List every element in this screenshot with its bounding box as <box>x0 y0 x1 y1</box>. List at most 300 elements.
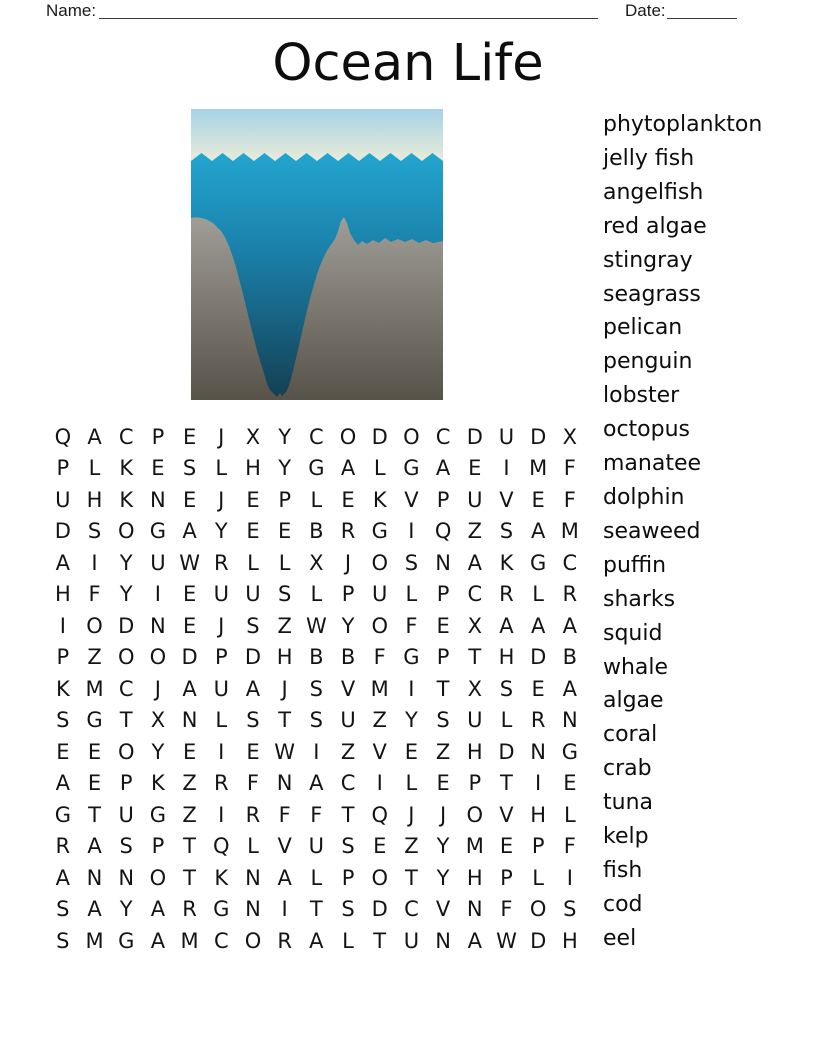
grid-cell: D <box>498 739 515 764</box>
grid-cell: T <box>436 676 450 701</box>
word-list-item: red algae <box>603 213 707 239</box>
grid-cell: U <box>150 550 166 575</box>
grid-cell: B <box>309 645 324 670</box>
grid-cell: G <box>118 928 135 953</box>
grid-cell: Y <box>214 519 228 544</box>
grid-cell: N <box>276 771 293 796</box>
grid-cell: A <box>87 897 102 922</box>
grid-cell: F <box>278 802 291 827</box>
grid-cell: L <box>500 708 513 733</box>
grid-cell: H <box>530 802 547 827</box>
grid-cell: M <box>465 834 484 859</box>
grid-cell: H <box>466 865 483 890</box>
grid-cell: G <box>86 708 103 733</box>
grid-cell: F <box>88 582 101 607</box>
grid-cell: T <box>88 802 101 827</box>
grid-cell: X <box>245 424 261 449</box>
grid-cell: S <box>119 834 133 859</box>
grid-cell: G <box>213 897 230 922</box>
grid-cell: U <box>118 802 134 827</box>
grid-cell: N <box>435 928 451 953</box>
word-list-item: seaweed <box>603 518 701 544</box>
grid-cell: S <box>436 708 450 733</box>
grid-cell: J <box>439 802 447 827</box>
grid-cell: U <box>467 708 483 733</box>
grid-cell: V <box>340 676 356 701</box>
grid-cell: P <box>500 865 513 890</box>
grid-cell: S <box>341 897 355 922</box>
grid-cell: W <box>274 739 296 764</box>
word-list-item: squid <box>603 620 663 646</box>
grid-cell: O <box>117 645 135 670</box>
grid-cell: K <box>499 550 514 575</box>
grid-cell: F <box>246 771 260 796</box>
grid-cell: M <box>560 519 579 544</box>
grid-cell: W <box>305 613 327 638</box>
grid-cell: E <box>246 739 260 764</box>
grid-cell: A <box>499 613 514 638</box>
grid-cell: Z <box>404 834 419 859</box>
grid-cell: Y <box>119 582 133 607</box>
grid-cell: U <box>245 582 261 607</box>
word-list-item: tuna <box>603 790 653 816</box>
grid-cell: F <box>310 802 323 827</box>
grid-cell: W <box>496 928 517 953</box>
word-list-item: fish <box>603 857 643 883</box>
grid-cell: T <box>278 708 292 733</box>
grid-cell: U <box>403 928 420 953</box>
grid-cell: V <box>435 897 451 922</box>
grid-cell: S <box>56 928 70 953</box>
grid-cell: E <box>531 487 545 512</box>
date-blank-line[interactable] <box>667 18 737 19</box>
grid-cell: A <box>467 928 482 953</box>
grid-cell: D <box>530 424 547 449</box>
grid-cell: C <box>340 771 356 796</box>
grid-cell: N <box>118 865 135 890</box>
grid-cell: F <box>405 613 418 638</box>
grid-cell: Z <box>277 613 292 638</box>
word-list-item: whale <box>603 654 669 680</box>
grid-cell: R <box>213 771 229 796</box>
word-list-item: crab <box>603 756 652 782</box>
grid-cell: A <box>562 613 578 638</box>
grid-cell: I <box>218 739 225 764</box>
word-list-item: eel <box>603 925 637 951</box>
grid-cell: A <box>182 519 197 544</box>
grid-cell: P <box>468 771 482 796</box>
grid-cell: C <box>467 582 483 607</box>
grid-cell: E <box>246 519 260 544</box>
grid-cell: A <box>562 676 578 701</box>
grid-cell: S <box>277 582 292 607</box>
grid-cell: S <box>404 550 419 575</box>
grid-cell: H <box>86 487 103 512</box>
grid-cell: E <box>182 739 197 764</box>
grid-cell: T <box>309 897 323 922</box>
grid-cell: R <box>213 550 229 575</box>
grid-cell: P <box>341 865 355 890</box>
grid-cell: L <box>342 928 354 953</box>
grid-cell: F <box>373 645 386 670</box>
grid-cell: M <box>529 456 548 481</box>
grid-cell: P <box>151 834 165 859</box>
grid-cell: N <box>150 487 166 512</box>
grid-cell: F <box>563 487 576 512</box>
grid-cell: L <box>532 582 544 607</box>
name-blank-line[interactable] <box>99 18 598 19</box>
grid-cell: E <box>87 739 102 764</box>
word-list-item: stingray <box>603 247 693 273</box>
grid-cell: L <box>278 550 291 575</box>
grid-cell: P <box>436 582 450 607</box>
grid-cell: A <box>277 865 292 890</box>
grid-cell: K <box>151 771 165 796</box>
grid-cell: G <box>403 645 420 670</box>
grid-cell: S <box>56 708 70 733</box>
grid-cell: C <box>404 897 419 922</box>
grid-cell: Y <box>278 456 292 481</box>
grid-cell: D <box>371 424 388 449</box>
grid-cell: K <box>119 487 134 512</box>
grid-cell: E <box>341 487 355 512</box>
grid-cell: O <box>117 739 135 764</box>
grid-cell: A <box>55 550 71 575</box>
grid-cell: Y <box>341 613 355 638</box>
grid-cell: D <box>54 519 71 544</box>
word-list-item: angelfish <box>603 179 704 205</box>
grid-cell: N <box>561 708 578 733</box>
grid-cell: G <box>530 550 547 575</box>
grid-cell: N <box>245 897 261 922</box>
grid-cell: H <box>498 645 515 670</box>
grid-cell: O <box>466 802 484 827</box>
grid-cell: V <box>372 739 387 764</box>
grid-cell: J <box>218 424 225 449</box>
grid-cell: L <box>247 834 259 859</box>
grid-cell: O <box>86 613 103 638</box>
grid-cell: S <box>341 834 355 859</box>
grid-cell: P <box>436 487 450 512</box>
grid-cell: X <box>150 708 166 733</box>
grid-cell: I <box>376 771 383 796</box>
grid-cell: O <box>529 897 547 922</box>
grid-cell: V <box>499 802 514 827</box>
grid-cell: Z <box>372 708 387 733</box>
grid-cell: P <box>151 424 165 449</box>
grid-cell: Z <box>182 771 197 796</box>
grid-cell: Q <box>371 802 388 827</box>
grid-cell: X <box>562 424 578 449</box>
word-list-item: penguin <box>603 349 693 375</box>
grid-cell: J <box>154 676 161 701</box>
grid-cell: S <box>246 613 260 638</box>
grid-cell: D <box>466 424 483 449</box>
grid-cell: Q <box>434 519 452 544</box>
grid-cell: S <box>309 676 324 701</box>
grid-cell: U <box>467 487 483 512</box>
word-list-item: sharks <box>603 586 676 612</box>
grid-cell: T <box>373 928 387 953</box>
grid-cell: C <box>213 928 229 953</box>
grid-cell: Y <box>119 550 133 575</box>
word-list-item: lobster <box>603 383 680 409</box>
word-list-item: cod <box>603 891 643 917</box>
grid-cell: I <box>313 739 320 764</box>
grid-cell: N <box>181 708 198 733</box>
grid-cell: G <box>308 456 325 481</box>
word-list-item: dolphin <box>603 484 685 510</box>
grid-cell: D <box>530 645 547 670</box>
grid-cell: C <box>309 424 324 449</box>
word-list-item: puffin <box>603 552 667 578</box>
grid-cell: E <box>182 613 197 638</box>
grid-cell: C <box>118 676 134 701</box>
grid-cell: T <box>404 865 418 890</box>
grid-cell: R <box>55 834 71 859</box>
grid-cell: X <box>467 613 482 638</box>
word-search-grid <box>47 421 586 957</box>
grid-cell: U <box>55 487 71 512</box>
grid-cell: L <box>310 865 323 890</box>
grid-cell: G <box>561 739 578 764</box>
grid-cell: E <box>436 613 450 638</box>
grid-cell: A <box>309 928 324 953</box>
grid-cell: Z <box>87 645 102 670</box>
grid-cell: E <box>436 771 450 796</box>
grid-cell: O <box>371 613 388 638</box>
grid-cell: I <box>408 676 415 701</box>
word-list-item: jelly fish <box>603 145 695 171</box>
grid-cell: H <box>276 645 293 670</box>
grid-cell: U <box>498 424 515 449</box>
grid-cell: A <box>55 771 71 796</box>
grid-cell: D <box>118 613 135 638</box>
grid-cell: O <box>403 424 420 449</box>
grid-cell: P <box>56 645 70 670</box>
grid-cell: N <box>435 550 451 575</box>
page-title: Ocean Life <box>272 34 544 93</box>
grid-cell: O <box>244 928 262 953</box>
grid-cell: P <box>531 834 545 859</box>
grid-cell: M <box>180 928 199 953</box>
grid-cell: E <box>87 771 102 796</box>
grid-cell: N <box>150 613 166 638</box>
grid-cell: V <box>499 487 514 512</box>
grid-cell: A <box>55 865 71 890</box>
grid-cell: E <box>278 519 292 544</box>
grid-cell: C <box>435 424 451 449</box>
grid-cell: T <box>341 802 355 827</box>
grid-cell: R <box>340 519 356 544</box>
grid-cell: A <box>245 676 261 701</box>
grid-cell: S <box>563 897 577 922</box>
grid-cell: D <box>530 928 547 953</box>
grid-cell: Y <box>404 708 418 733</box>
grid-cell: S <box>182 456 197 481</box>
grid-cell: A <box>150 897 166 922</box>
grid-cell: U <box>372 582 388 607</box>
grid-cell: T <box>500 771 513 796</box>
grid-cell: S <box>499 519 514 544</box>
grid-cell: T <box>183 865 196 890</box>
word-list-item: coral <box>603 722 658 748</box>
grid-cell: P <box>119 771 133 796</box>
grid-cell: P <box>278 487 291 512</box>
grid-cell: O <box>149 645 167 670</box>
grid-cell: N <box>86 865 103 890</box>
grid-cell: D <box>371 897 388 922</box>
grid-cell: J <box>281 676 288 701</box>
grid-cell: F <box>563 834 576 859</box>
grid-cell: O <box>149 865 167 890</box>
grid-cell: A <box>87 424 102 449</box>
ocean-illustration <box>191 109 443 400</box>
grid-cell: M <box>85 928 104 953</box>
grid-cell: R <box>182 897 197 922</box>
grid-cell: E <box>182 424 197 449</box>
grid-cell: A <box>309 771 324 796</box>
grid-cell: X <box>467 676 482 701</box>
grid-cell: S <box>56 897 70 922</box>
grid-cell: H <box>561 928 578 953</box>
grid-cell: I <box>91 550 98 575</box>
word-list-item: manatee <box>603 451 702 477</box>
grid-cell: T <box>119 708 133 733</box>
grid-cell: B <box>309 519 324 544</box>
grid-cell: L <box>247 550 259 575</box>
grid-cell: T <box>183 834 196 859</box>
name-label: Name: <box>46 1 97 20</box>
grid-cell: P <box>214 645 228 670</box>
grid-cell: R <box>499 582 514 607</box>
grid-cell: E <box>499 834 514 859</box>
grid-cell: T <box>468 645 482 670</box>
grid-cell: Y <box>278 424 292 449</box>
grid-cell: D <box>244 645 262 670</box>
grid-cell: N <box>530 739 547 764</box>
grid-cell: A <box>435 456 451 481</box>
grid-cell: Y <box>151 739 165 764</box>
grid-cell: P <box>56 456 70 481</box>
grid-cell: J <box>408 802 415 827</box>
grid-cell: L <box>373 456 386 481</box>
grid-cell: L <box>405 582 418 607</box>
grid-cell: I <box>281 897 288 922</box>
grid-cell: A <box>182 676 197 701</box>
grid-cell: K <box>372 487 387 512</box>
grid-cell: G <box>149 519 167 544</box>
grid-cell: P <box>341 582 355 607</box>
grid-cell: F <box>500 897 513 922</box>
grid-cell: O <box>339 424 357 449</box>
grid-cell: J <box>344 550 352 575</box>
grid-cell: E <box>151 456 165 481</box>
grid-cell: R <box>530 708 546 733</box>
grid-cell: K <box>214 865 229 890</box>
grid-cell: Z <box>435 739 451 764</box>
grid-cell: E <box>563 771 577 796</box>
grid-cell: N <box>466 897 483 922</box>
grid-cell: U <box>308 834 325 859</box>
grid-cell: C <box>562 550 578 575</box>
grid-cell: Z <box>182 802 197 827</box>
word-list <box>603 108 762 956</box>
grid-cell: R <box>277 928 292 953</box>
grid-cell: L <box>215 456 228 481</box>
grid-cell: E <box>373 834 387 859</box>
grid-cell: G <box>403 456 420 481</box>
grid-cell: H <box>245 456 261 481</box>
word-list-item: seagrass <box>603 281 701 307</box>
word-list-item: pelican <box>603 315 683 341</box>
grid-cell: K <box>55 676 70 701</box>
grid-cell: H <box>54 582 71 607</box>
grid-cell: L <box>563 802 576 827</box>
grid-cell: G <box>371 519 388 544</box>
grid-cell: A <box>87 834 102 859</box>
grid-cell: Y <box>436 865 450 890</box>
grid-cell: P <box>436 645 450 670</box>
grid-cell: B <box>562 645 578 670</box>
word-list-item: kelp <box>603 824 649 850</box>
grid-cell: L <box>405 771 418 796</box>
grid-cell: E <box>182 487 197 512</box>
grid-cell: Q <box>213 834 230 859</box>
grid-cell: Z <box>467 519 482 544</box>
grid-cell: A <box>530 519 546 544</box>
grid-cell: E <box>468 456 482 481</box>
grid-cell: I <box>154 582 161 607</box>
grid-cell: O <box>371 865 388 890</box>
grid-cell: I <box>503 456 510 481</box>
grid-cell: E <box>182 582 197 607</box>
grid-cell: M <box>85 676 104 701</box>
grid-cell: K <box>119 456 134 481</box>
grid-cell: W <box>179 550 200 575</box>
grid-cell: G <box>149 802 167 827</box>
grid-cell: M <box>370 676 389 701</box>
grid-cell: D <box>181 645 198 670</box>
word-list-item: phytoplankton <box>603 112 763 137</box>
grid-cell: V <box>404 487 419 512</box>
grid-cell: O <box>371 550 388 575</box>
grid-cell: A <box>467 550 482 575</box>
grid-cell: J <box>218 613 225 638</box>
grid-cell: B <box>340 645 356 670</box>
grid-cell: R <box>245 802 261 827</box>
grid-cell: N <box>245 865 261 890</box>
grid-cell: L <box>310 582 323 607</box>
grid-cell: O <box>117 519 135 544</box>
grid-cell: I <box>566 865 573 890</box>
grid-cell: C <box>118 424 134 449</box>
grid-cell: U <box>213 582 229 607</box>
grid-cell: E <box>531 676 545 701</box>
grid-cell: Z <box>340 739 356 764</box>
grid-cell: G <box>54 802 71 827</box>
grid-cell: L <box>532 865 544 890</box>
grid-cell: L <box>310 487 323 512</box>
date-label: Date: <box>625 1 666 20</box>
grid-cell: V <box>277 834 292 859</box>
grid-cell: E <box>404 739 419 764</box>
grid-cell: A <box>150 928 166 953</box>
grid-cell: E <box>246 487 260 512</box>
grid-cell: I <box>408 519 415 544</box>
grid-cell: S <box>499 676 514 701</box>
grid-cell: R <box>562 582 578 607</box>
